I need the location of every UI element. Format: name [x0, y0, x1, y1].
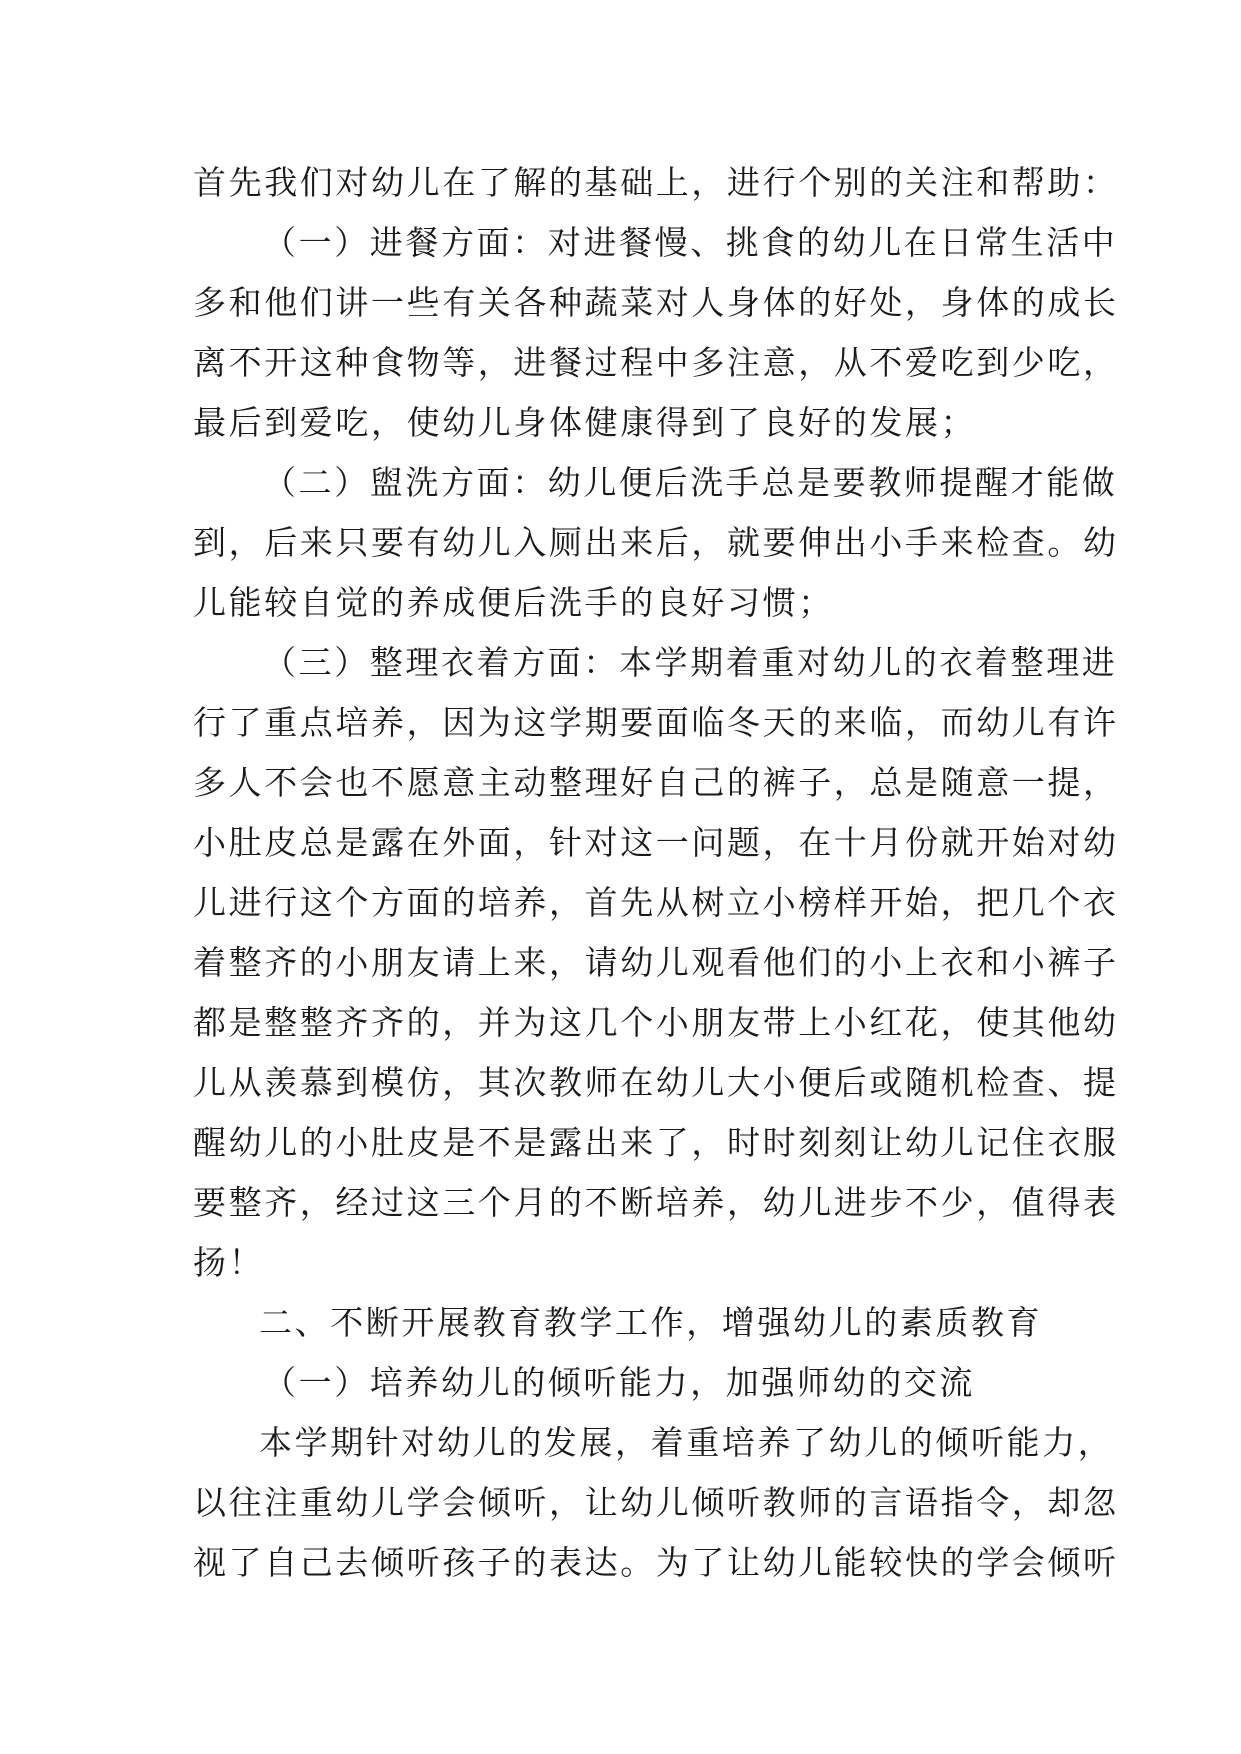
- text-line: 儿能较自觉的养成便后洗手的良好习惯；: [193, 583, 834, 622]
- text-line: 首先我们对幼儿在了解的基础上，进行个别的关注和帮助：: [193, 163, 1119, 202]
- text-line: 扬！: [193, 1243, 265, 1282]
- text-line: 离不开这种食物等，进餐过程中多注意，从不爱吃到少吃，: [193, 343, 1119, 382]
- text-line: 醒幼儿的小肚皮是不是露出来了，时时刻刻让幼儿记住衣服: [193, 1123, 1119, 1162]
- text-line: 最后到爱吃，使幼儿身体健康得到了良好的发展；: [193, 403, 977, 442]
- text-line: 要整齐，经过这三个月的不断培养，幼儿进步不少，值得表: [193, 1183, 1119, 1222]
- text-line: 多和他们讲一些有关各种蔬菜对人身体的好处，身体的成长: [193, 283, 1119, 322]
- section-heading: 二、不断开展教育教学工作，增强幼儿的素质教育: [259, 1303, 1043, 1342]
- text-line: 视了自己去倾听孩子的表达。为了让幼儿能较快的学会倾听: [193, 1543, 1119, 1582]
- text-line: 都是整整齐齐的，并为这几个小朋友带上小红花，使其他幼: [193, 1003, 1119, 1042]
- text-line: 到，后来只要有幼儿入厕出来后，就要伸出小手来检查。幼: [193, 523, 1119, 562]
- text-line: 多人不会也不愿意主动整理好自己的裤子，总是随意一提，: [193, 763, 1119, 802]
- text-line: 儿从羡慕到模仿，其次教师在幼儿大小便后或随机检查、提: [193, 1063, 1119, 1102]
- text-line: 小肚皮总是露在外面，针对这一问题，在十月份就开始对幼: [193, 823, 1119, 862]
- text-line: （三）整理衣着方面：本学期着重对幼儿的衣着整理进: [263, 643, 1118, 682]
- text-line: 以往注重幼儿学会倾听，让幼儿倾听教师的言语指令，却忽: [193, 1483, 1119, 1522]
- subsection-heading: （一）培养幼儿的倾听能力，加强师幼的交流: [263, 1363, 975, 1402]
- text-line: 着整齐的小朋友请上来，请幼儿观看他们的小上衣和小裤子: [193, 943, 1119, 982]
- text-line: 行了重点培养，因为这学期要面临冬天的来临，而幼儿有许: [193, 703, 1119, 742]
- text-line: （一）进餐方面：对进餐慢、挑食的幼儿在日常生活中: [263, 223, 1118, 262]
- text-line: （二）盥洗方面：幼儿便后洗手总是要教师提醒才能做: [263, 463, 1118, 502]
- document-body: [193, 153, 1119, 1593]
- text-line: 儿进行这个方面的培养，首先从树立小榜样开始，把几个衣: [193, 883, 1119, 922]
- text-line: 本学期针对幼儿的发展，着重培养了幼儿的倾听能力，: [259, 1423, 1114, 1462]
